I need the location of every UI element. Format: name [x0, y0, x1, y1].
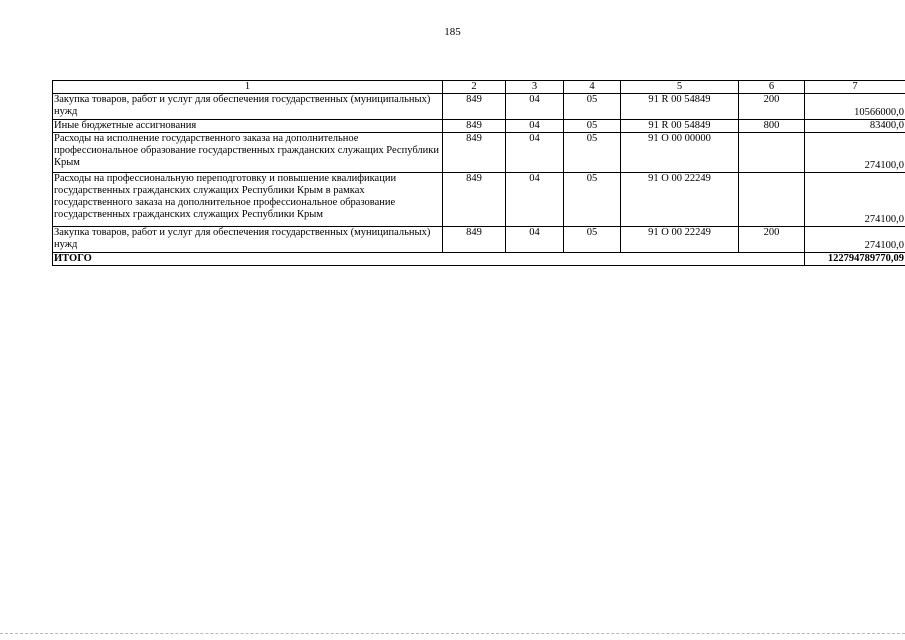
row-ministry-code: 849 [443, 120, 506, 133]
row-amount: 274100,0 [805, 133, 905, 173]
row-target-article: 91 R 00 54849 [621, 94, 739, 120]
row-subsection: 05 [564, 94, 621, 120]
scan-edge-line [0, 633, 905, 634]
table-row [53, 120, 905, 133]
budget-table [52, 80, 905, 266]
row-ministry-code: 849 [443, 94, 506, 120]
total-amount: 122794789770,09 [805, 253, 905, 266]
row-target-article: 91 О 00 22249 [621, 227, 739, 253]
column-header: 6 [739, 81, 805, 94]
row-amount: 83400,0 [805, 120, 905, 133]
row-expense-type [739, 173, 805, 227]
row-expense-type: 200 [739, 227, 805, 253]
table-row [53, 227, 905, 253]
row-section: 04 [506, 94, 564, 120]
row-section: 04 [506, 227, 564, 253]
row-description: Расходы на профессиональную переподготовку и повышение квалификации государственных гражданских служащих Республики Крым в рамках государственного заказа на дополнительное профессиональное образование государственных гражданских служащих Республики Крым [53, 173, 443, 227]
row-section: 04 [506, 173, 564, 227]
row-expense-type: 200 [739, 94, 805, 120]
column-header: 7 [805, 81, 905, 94]
row-expense-type [739, 133, 805, 173]
total-row [53, 253, 905, 266]
row-amount: 10566000,0 [805, 94, 905, 120]
row-expense-type: 800 [739, 120, 805, 133]
row-ministry-code: 849 [443, 173, 506, 227]
column-header: 3 [506, 81, 564, 94]
row-amount: 274100,0 [805, 173, 905, 227]
table-row [53, 94, 905, 120]
row-section: 04 [506, 120, 564, 133]
row-target-article: 91 R 00 54849 [621, 120, 739, 133]
row-target-article: 91 О 00 22249 [621, 173, 739, 227]
column-header: 5 [621, 81, 739, 94]
row-subsection: 05 [564, 173, 621, 227]
page-number: 185 [444, 26, 461, 38]
table-row [53, 173, 905, 227]
table-header-row [53, 81, 905, 94]
row-description: Расходы на исполнение государственного заказа на дополнительное профессиональное образование государственных гражданских служащих Республики Крым [53, 133, 443, 173]
row-ministry-code: 849 [443, 227, 506, 253]
row-target-article: 91 О 00 00000 [621, 133, 739, 173]
row-subsection: 05 [564, 120, 621, 133]
column-header: 2 [443, 81, 506, 94]
row-subsection: 05 [564, 227, 621, 253]
column-header: 4 [564, 81, 621, 94]
row-ministry-code: 849 [443, 133, 506, 173]
row-amount: 274100,0 [805, 227, 905, 253]
row-section: 04 [506, 133, 564, 173]
table-row [53, 133, 905, 173]
column-header: 1 [53, 81, 443, 94]
row-description: Иные бюджетные ассигнования [53, 120, 443, 133]
total-label: ИТОГО [53, 253, 805, 266]
row-description: Закупка товаров, работ и услуг для обеспечения государственных (муниципальных) нужд [53, 227, 443, 253]
row-description: Закупка товаров, работ и услуг для обеспечения государственных (муниципальных) нужд [53, 94, 443, 120]
row-subsection: 05 [564, 133, 621, 173]
